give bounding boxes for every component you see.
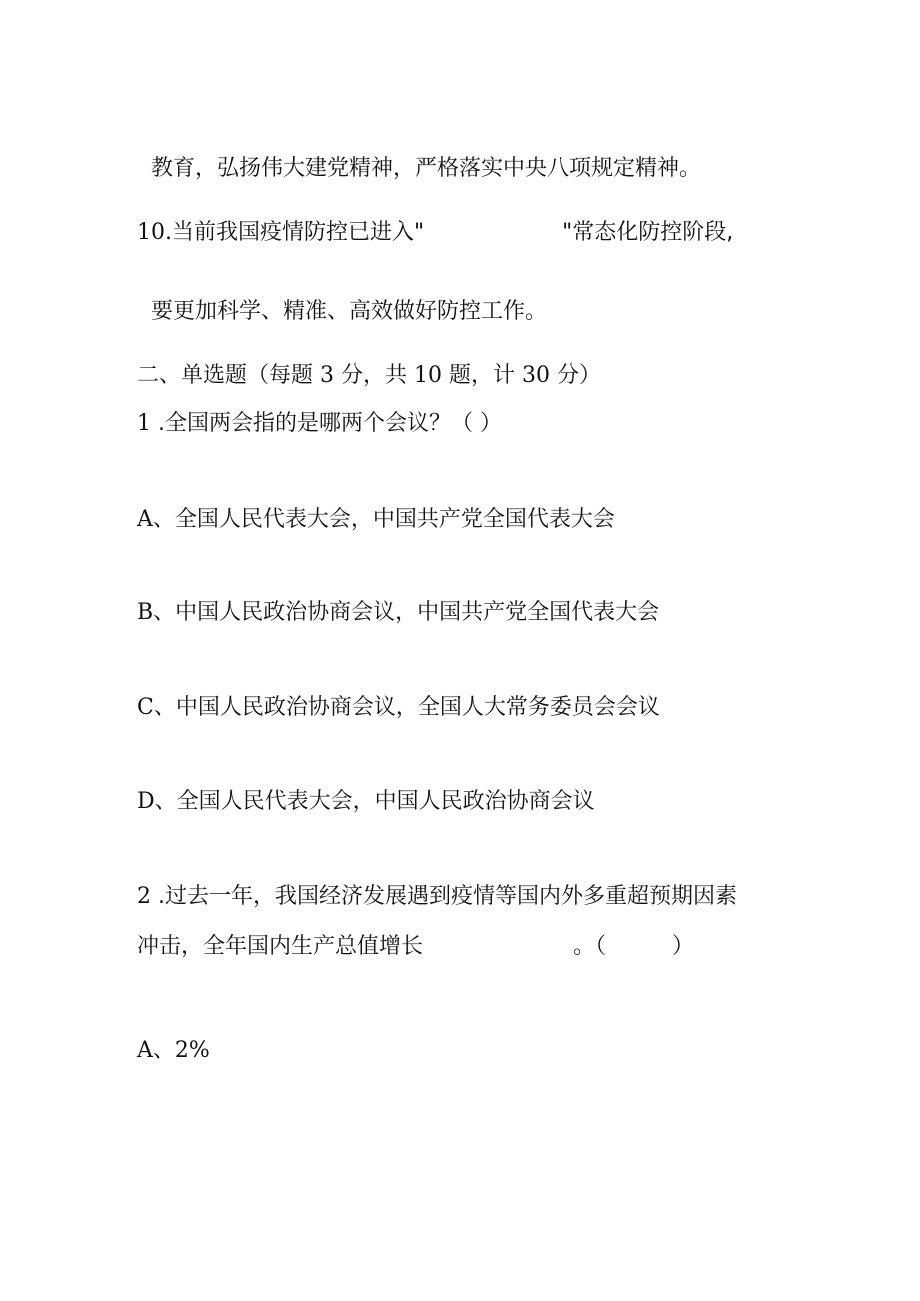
option-text: 全国人民代表大会，中国共产党全国代表大会 <box>174 507 615 532</box>
section-2-heading <box>137 361 601 391</box>
question-2-stem-line-1 <box>137 882 737 912</box>
question-2-text-line-2a: 冲击，全年国内生产总值增长 <box>137 934 424 959</box>
question-1-stem <box>137 409 502 439</box>
question-1-number: 1 <box>137 411 151 436</box>
question-1-option-d <box>137 787 595 817</box>
option-text: 中国人民政治协商会议，中国共产党全国代表大会 <box>175 600 660 625</box>
intro-line <box>137 124 701 184</box>
intro-text: 教育，弘扬伟大建党精神，严格落实中央八项规定精神。 <box>151 156 702 181</box>
section-2-count: 10 <box>414 363 443 388</box>
section-2-total: 30 <box>522 363 551 388</box>
question-2-text-line-1: .过去一年，我国经济发展遇到疫情等国内外多重超预期因素 <box>151 884 737 909</box>
section-2-title-a: 二、单选题（每题 <box>137 363 314 388</box>
question-10-line-2 <box>137 267 547 327</box>
option-letter: C、 <box>137 695 176 720</box>
question-2-number: 2 <box>137 884 151 909</box>
question-1-option-a <box>137 505 615 535</box>
question-2-text-line-2b: 。（ <box>573 934 607 959</box>
section-2-title-c: 题，计 <box>449 363 516 388</box>
option-text: 全国人民代表大会，中国人民政治协商会议 <box>176 789 595 814</box>
question-10-text-part-1: 当前我国疫情防控已进入" <box>172 220 425 245</box>
question-10-number: 10. <box>137 220 172 245</box>
question-1-option-c <box>137 693 660 723</box>
section-2-title-b: 分，共 <box>341 363 408 388</box>
question-10-line-1 <box>137 218 733 248</box>
option-letter: B、 <box>137 600 176 625</box>
question-1-option-b <box>137 598 659 628</box>
option-text: 中国人民政治协商会议，全国人大常务委员会会议 <box>175 695 660 720</box>
section-2-title-d: 分） <box>557 363 602 388</box>
option-text: 2% <box>174 1038 210 1063</box>
question-2-text-line-2c: ） <box>672 934 695 959</box>
question-2-option-a <box>137 1036 210 1066</box>
question-10-text-line-2: 要更加科学、精准、高效做好防控工作。 <box>151 299 548 324</box>
question-2-stem-line-2 <box>137 932 694 962</box>
option-letter: A、 <box>137 1038 175 1063</box>
question-1-text: .全国两会指的是哪两个会议？（ ） <box>151 411 502 436</box>
question-10-text-part-2: "常态化防控阶段, <box>562 220 734 245</box>
option-letter: A、 <box>137 507 175 532</box>
section-2-score-each: 3 <box>320 363 335 388</box>
option-letter: D、 <box>137 789 177 814</box>
